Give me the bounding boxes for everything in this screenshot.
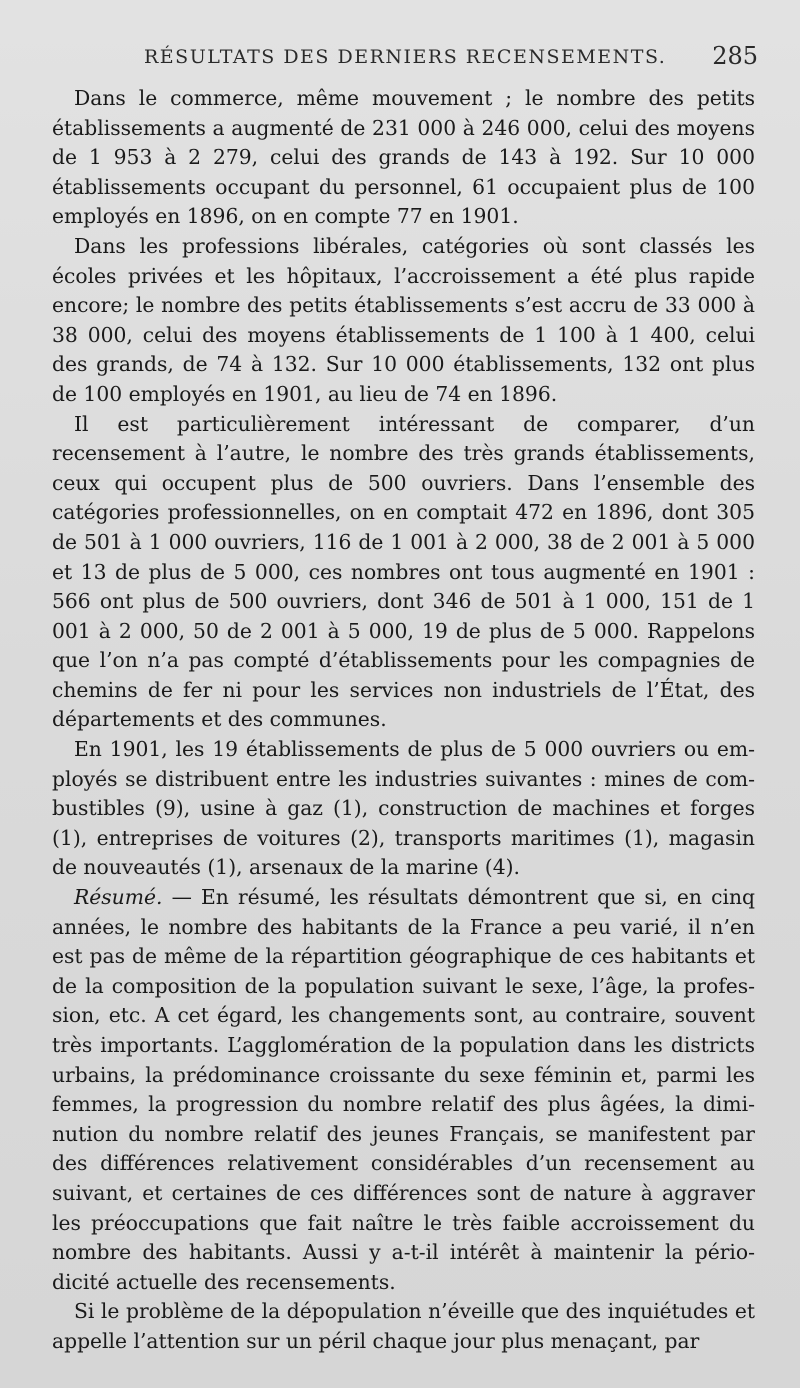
page-number: 285 (712, 42, 758, 70)
paragraph-professions-liberales: Dans les professions libérales, catégories où sont classés les écoles privées et les hôpitaux, l’accroissement a été plus rapide encore; le nombre des petits établissements s’est accru de 33 000 à 38 000, celui des moyens établissements de 1 100 à 1 400, celui des grands, de 74 à 132. Sur 10 000 établissements, 132 ont plus de 100 employés en 1901, au lieu de 74 en 1896. (52, 233, 755, 406)
paragraph-resume (52, 883, 755, 1297)
paragraph-tres-grands-etablissements: Il est particulièrement intéressant de comparer, d’un recensement à l’autre, le nombre des très grands établissements, ceux qui occupent plus de 500 ouvriers. Dans l’ensemble des catégories professionnelles, on en comptait 472 en 1896, dont 305 de 501 à 1 000 ouvriers, 116 de 1 001 à 2 000, 38 de 2 001 à 5 000 et 13 de plus de 5 000, ces nombres ont tous augmenté en 1901 : 566 ont plus de 500 ouvriers, dont 346 de 501 à 1 000, 151 de 1 001 à 2 000, 50 de 2 001 à 5 000, 19 de plus de 5 000. Rappelons que l’on n’a pas compté d’établissements pour les compagnies de chemins de fer ni pour les services non industriels de l’État, des départements et des communes. (52, 411, 755, 732)
resume-lead: Résumé. (74, 885, 163, 910)
resume-text: — En résumé, les résultats démontrent que si, en cinq années, le nombre des habitants de la France a peu varié, il n’en est pas de même de la répartition géographique de ces habitants et de la composition de la population suivant le sexe, l’âge, la profession, etc. A cet égard, les changements sont, au contraire, souvent très importants. L’agglomération de la population dans les districts urbains, la prédominance croissante du sexe féminin et, parmi les femmes, la progression du nombre relatif des plus âgées, la diminution du nombre relatif des jeunes Français, se manifestent par des différences relativement considérables d’un recensement au suivant, et certaines de ces différences sont de nature à aggraver les préoccupations que fait naître le très faible accroissement du nombre des habitants. Aussi y a-t-il intérêt à maintenir la périodicité actuelle des recensements. (52, 885, 755, 1294)
running-title: RÉSULTATS DES DERNIERS RECENSEMENTS. (144, 46, 667, 68)
body-text (52, 84, 755, 1357)
page-header (52, 40, 760, 76)
paragraph-etablissements-1901: En 1901, les 19 établissements de plus de 5 000 ouvriers ou employés se distribuent entre les industries suivantes : mines de combustibles (9), usine à gaz (1), construction de machines et forges (1), entreprises de voitures (2), transports maritimes (1), magasin de nouveautés (1), arsenaux de la marine (4). (52, 737, 755, 880)
paragraph-commerce: Dans le commerce, même mouvement ; le nombre des petits établissements a augmenté de 231 000 à 246 000, celui des moyens de 1 953 à 2 279, celui des grands de 143 à 192. Sur 10 000 établissements occupant du personnel, 61 occupaient plus de 100 employés en 1896, on en compte 77 en 1901. (52, 86, 755, 229)
paragraph-depopulation: Si le problème de la dépopulation n’éveille que des inquiétudes et appelle l’attention sur un péril chaque jour plus menaçant, par (52, 1299, 755, 1353)
